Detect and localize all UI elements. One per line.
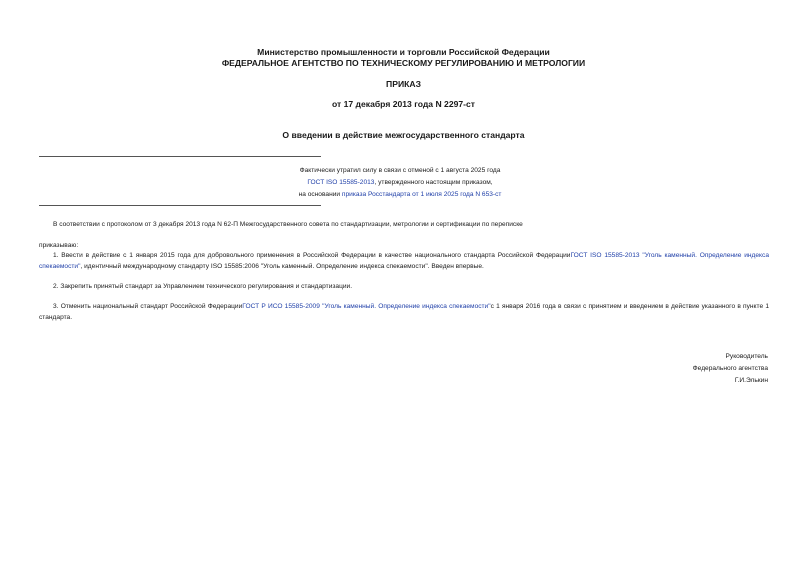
gost-iso-15585-2013-title-link[interactable]: ГОСТ ISO 15585-2013 "Уголь каменный. Определение индекса спекаемости" — [39, 252, 769, 270]
status-note-line2 — [230, 177, 570, 189]
document-date-number: от 17 декабря 2013 года N 2297-ст — [331, 99, 476, 109]
signatory-position-line2: Федерального агентства — [692, 365, 768, 372]
document-type: ПРИКАЗ — [386, 79, 421, 89]
order-word: приказываю: — [39, 242, 79, 249]
gost-r-iso-15585-2009-link[interactable]: ГОСТ Р ИСО 15585-2009 "Уголь каменный. Определение индекса спекаемости" — [242, 303, 491, 310]
divider-top — [39, 156, 321, 157]
item-3-paragraph — [39, 301, 769, 323]
gost-iso-15585-2013-link[interactable]: ГОСТ ISO 15585-2013 — [307, 179, 375, 186]
agency-name: ФЕДЕРАЛЬНОЕ АГЕНТСТВО ПО ТЕХНИЧЕСКОМУ РЕГУЛИРОВАНИЮ И МЕТРОЛОГИИ — [221, 58, 586, 68]
status-note-line2-tail: , утвержденного настоящим приказом, — [374, 179, 493, 186]
status-note-line1: Фактически утратил силу в связи с отменой с 1 августа 2025 года — [299, 167, 501, 174]
status-note-line3 — [230, 189, 570, 201]
document-header — [0, 47, 807, 69]
item-1-prefix: 1. Ввести в действие с 1 января 2015 года для добровольного применения в Российской Федерации в качестве национального стандарта Российской Федерации — [53, 252, 571, 259]
divider-bottom — [39, 205, 321, 206]
rosstandart-order-link[interactable]: приказа Росстандарта от 1 июля 2025 года N 653-ст — [341, 191, 502, 198]
ministry-name: Министерство промышленности и торговли Российской Федерации — [257, 47, 550, 57]
signatory-position-line1: Руководитель — [725, 353, 768, 360]
item-2-paragraph: 2. Закрепить принятый стандарт за Управлением технического регулирования и стандартизации. — [53, 283, 353, 290]
item-1-paragraph — [39, 250, 769, 272]
status-note-line3-prefix: на основании — [298, 191, 342, 198]
item-3-prefix: 3. Отменить национальный стандарт Российской Федерации — [53, 303, 243, 310]
intro-paragraph: В соответствии с протоколом от 3 декабря 2013 года N 62-П Межгосударственного совета по стандартизации, метрологии и сертификации по переписке — [53, 221, 523, 228]
signature-block — [568, 351, 768, 387]
document-title: О введении в действие межгосударственного стандарта — [282, 130, 525, 140]
signatory-name: Г.И.Элькин — [734, 377, 768, 384]
status-note — [230, 165, 570, 201]
item-3-suffix: с 1 января 2016 года в связи с принятием и введением в действие указанного в пункте 1 стандарта. — [39, 303, 770, 321]
item-1-suffix: , идентичный международному стандарту ISO 15585:2006 "Уголь каменный. Определение индекса спекаемости". Введен впервые. — [80, 263, 484, 270]
